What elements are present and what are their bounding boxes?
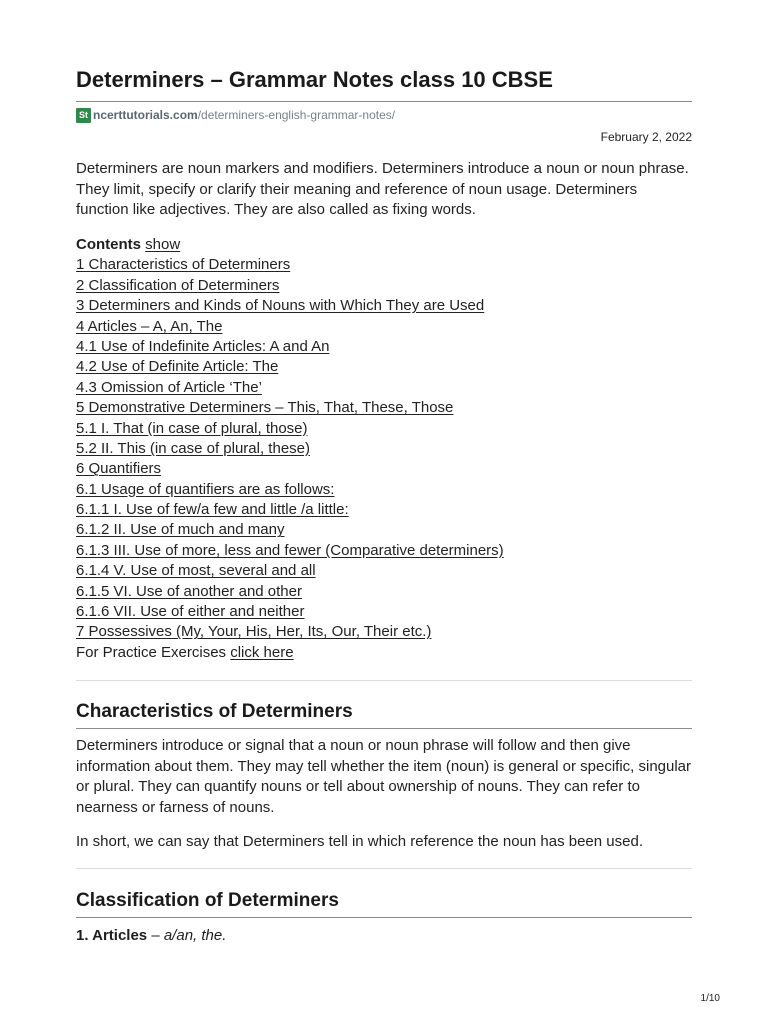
toc-item[interactable]: 5 Demonstrative Determiners – This, That, These, Those <box>76 399 454 417</box>
toc-show-link[interactable]: show <box>145 236 181 253</box>
toc-item[interactable]: 3 Determiners and Kinds of Nouns with Which They are Used <box>76 297 485 315</box>
toc-item[interactable]: 6.1.1 I. Use of few/a few and little /a little: <box>76 501 349 519</box>
heading-divider <box>76 917 692 918</box>
toc-heading: Contents <box>76 236 141 253</box>
practice-link[interactable]: click here <box>230 643 294 661</box>
toc-item[interactable]: 4.3 Omission of Article ‘The’ <box>76 378 262 396</box>
item-label: 1. Articles <box>76 927 148 944</box>
summary-paragraph: In short, we can say that Determiners tell in which reference the noun has been used. <box>76 833 643 850</box>
item-value: a/an, the. <box>163 927 227 944</box>
practice-text: For Practice Exercises <box>76 643 227 661</box>
toc-item[interactable]: 7 Possessives (My, Your, His, Her, Its, Our, Their etc.) <box>76 623 432 641</box>
publish-date: February 2, 2022 <box>600 130 692 144</box>
title-divider <box>76 101 692 102</box>
classification-item-articles <box>76 926 226 946</box>
item-dash: – <box>151 927 160 944</box>
toc-item[interactable]: 6.1.2 II. Use of much and many <box>76 521 285 539</box>
toc-item[interactable]: 6.1.6 VII. Use of either and neither <box>76 603 305 621</box>
toc-item[interactable]: 4.1 Use of Indefinite Articles: A and An <box>76 337 330 355</box>
toc-item[interactable]: 6.1.4 V. Use of most, several and all <box>76 562 316 580</box>
source-path[interactable]: /determiners-english-grammar-notes/ <box>197 108 396 122</box>
page-number: 1/10 <box>700 993 720 1004</box>
characteristics-paragraph: Determiners introduce or signal that a noun or noun phrase will follow and then give information about them. They may tell whether the item (noun) is general or specific, singular or plural. They can quantify nouns or tell about ownership of nouns. They can refer to nearness or farness of nouns. <box>76 737 692 816</box>
section-separator <box>76 680 692 681</box>
heading-divider <box>76 728 692 729</box>
toc-item[interactable]: 1 Characteristics of Determiners <box>76 256 291 274</box>
toc-item[interactable]: 6.1.5 VI. Use of another and other <box>76 582 302 600</box>
section-heading-characteristics: Characteristics of Determiners <box>76 701 353 722</box>
section-heading-classification: Classification of Determiners <box>76 890 339 911</box>
intro-paragraph: Determiners are noun markers and modifiers. Determiners introduce a noun or noun phrase. They limit, specify or clarify their meaning and reference of noun usage. Determiners function like adjectives. They are also called as fixing words. <box>76 160 689 218</box>
toc-item[interactable]: 5.1 I. That (in case of plural, those) <box>76 419 308 437</box>
toc-item[interactable]: 6.1.3 III. Use of more, less and fewer (Comparative determiners) <box>76 541 504 559</box>
toc-item[interactable]: 4 Articles – A, An, The <box>76 317 223 335</box>
source-domain[interactable]: ncerttutorials.com <box>93 108 198 122</box>
table-of-contents <box>76 235 692 663</box>
toc-item[interactable]: 5.2 II. This (in case of plural, these) <box>76 439 311 457</box>
section-separator <box>76 868 692 869</box>
toc-item[interactable]: 6.1 Usage of quantifiers are as follows: <box>76 480 335 498</box>
toc-item[interactable]: 6 Quantifiers <box>76 460 162 478</box>
source-link[interactable] <box>76 107 395 123</box>
page-title: Determiners – Grammar Notes class 10 CBSE <box>76 67 553 92</box>
toc-item[interactable]: 2 Classification of Determiners <box>76 276 280 294</box>
toc-item[interactable]: 4.2 Use of Definite Article: The <box>76 358 279 376</box>
site-logo-icon: St <box>76 108 91 123</box>
